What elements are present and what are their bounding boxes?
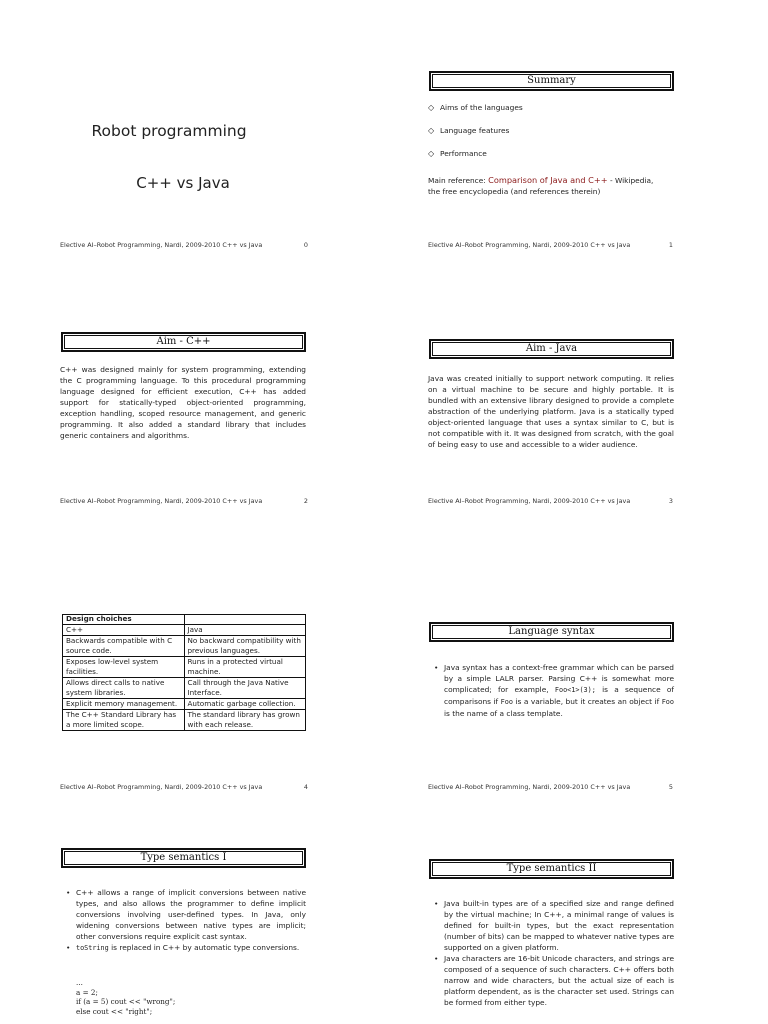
slide-1 bbox=[384, 0, 768, 256]
slide-body: Java was created initially to support network computing. It relies on a virtual machine to be secure and highly portable. It is bundled with an extensive library designed to provide a complete abstraction of the underlying platform. Java is a statically typed object-oriented language that uses a syntax similar to C, but is not compatible with it. It was designed from scratch, with the goal of being easy to use and accessible to a wider audience. bbox=[428, 374, 674, 449]
table-row bbox=[63, 699, 306, 710]
slide-footer bbox=[60, 497, 308, 505]
slide-title: Type semantics II bbox=[506, 863, 597, 874]
table-cell: Runs in a protected virtual machine. bbox=[184, 657, 306, 678]
slide-number: 2 bbox=[303, 497, 308, 505]
slide-2 bbox=[0, 256, 384, 512]
slide-title: Aim - C++ bbox=[156, 336, 211, 347]
diamond-bullet-icon: ◇ bbox=[428, 149, 435, 158]
slide-5 bbox=[384, 512, 768, 791]
list-item: ◇ Performance bbox=[428, 149, 487, 158]
slide-7 bbox=[384, 768, 768, 1024]
slide-title-box bbox=[429, 339, 674, 359]
slide-title-box bbox=[61, 332, 306, 352]
slide-subtitle: C++ vs Java bbox=[136, 174, 230, 192]
main-reference: Main reference: Comparison of Java and C++ - Wikipedia, the free encyclopedia (and references therein) bbox=[428, 175, 654, 196]
slide-footer bbox=[428, 241, 673, 249]
table-cell: Automatic garbage collection. bbox=[184, 699, 306, 710]
slide-number: 3 bbox=[668, 497, 673, 505]
slide-title: Aim - Java bbox=[525, 343, 578, 354]
slide-title-box bbox=[61, 848, 306, 868]
slide-title: Language syntax bbox=[508, 626, 595, 637]
table-cell: Backwards compatible with C source code. bbox=[63, 636, 185, 657]
footer-text: Elective AI–Robot Programming, Nardi, 2009-2010 C++ vs Java bbox=[428, 497, 631, 505]
table-row bbox=[63, 710, 306, 731]
table-cell: No backward compatibility with previous languages. bbox=[184, 636, 306, 657]
list-item: ◇ Language features bbox=[428, 126, 510, 135]
list-item: ◇ Aims of the languages bbox=[428, 103, 523, 112]
slide-number: 0 bbox=[303, 241, 308, 249]
list-item: • toString is replaced in C++ by automatic type conversions. bbox=[66, 942, 306, 954]
table-row bbox=[63, 657, 306, 678]
slide-3 bbox=[384, 256, 768, 512]
table-cell: The C++ Standard Library has a more limited scope. bbox=[63, 710, 185, 731]
table-cell: C++ bbox=[63, 625, 185, 636]
reference-link[interactable]: Comparison of Java and C++ bbox=[488, 175, 608, 185]
table-cell: Java bbox=[184, 625, 306, 636]
slide-0 bbox=[0, 0, 384, 256]
footer-text: Elective AI–Robot Programming, Nardi, 2009-2010 C++ vs Java bbox=[428, 241, 631, 249]
bullet-list bbox=[434, 898, 674, 1008]
slide-number: 1 bbox=[668, 241, 673, 249]
footer-text: Elective AI–Robot Programming, Nardi, 2009-2010 C++ vs Java bbox=[428, 783, 631, 791]
footer-text: Elective AI–Robot Programming, Nardi, 2009-2010 C++ vs Java bbox=[60, 241, 263, 249]
slide-6 bbox=[0, 768, 384, 1024]
bullet-list bbox=[66, 887, 306, 954]
table-row bbox=[63, 625, 306, 636]
slide-number: 4 bbox=[303, 783, 308, 791]
summary-list bbox=[428, 102, 523, 171]
table-cell: The standard library has grown with each release. bbox=[184, 710, 306, 731]
code-block: ... a = 2; if (a = 5) cout << "wrong"; else cout << "right"; bbox=[76, 978, 176, 1016]
table-row bbox=[63, 615, 306, 625]
slide-footer bbox=[428, 497, 673, 505]
table-row bbox=[63, 636, 306, 657]
slide-title: Summary bbox=[527, 75, 576, 86]
slide-number: 5 bbox=[668, 783, 673, 791]
list-item: • C++ allows a range of implicit conversions between native types, and also allows the programmer to define implicit conversions involving user-defined types. In Java, only widening conversions between native types are implicit; other conversions require explicit cast syntax. bbox=[66, 887, 306, 942]
diamond-bullet-icon: ◇ bbox=[428, 126, 435, 135]
table-cell: Call through the Java Native Interface. bbox=[184, 678, 306, 699]
table-row bbox=[63, 678, 306, 699]
slide-title-box bbox=[429, 71, 674, 91]
slide-4 bbox=[0, 512, 384, 791]
list-item: • Java built-in types are of a specified size and range defined by the virtual machine; In C++, a minimal range of values is defined for built-in types, but the exact representation (number of bits) can be mapped to whatever native types are supported on a given platform. bbox=[434, 898, 674, 953]
footer-text: Elective AI–Robot Programming, Nardi, 2009-2010 C++ vs Java bbox=[60, 497, 263, 505]
table-cell: Explicit memory management. bbox=[63, 699, 185, 710]
table-cell: Design choiches bbox=[63, 615, 185, 625]
table-cell bbox=[184, 615, 306, 625]
slide-title-box bbox=[429, 622, 674, 642]
list-item: • Java characters are 16-bit Unicode characters, and strings are composed of a sequence of such characters. C++ offers both narrow and wide characters, but the actual size of each is platform dependent, as is the character set used. Strings can be formed from either type. bbox=[434, 953, 674, 1008]
table-cell: Exposes low-level system facilities. bbox=[63, 657, 185, 678]
list-item: • Java syntax has a context-free grammar which can be parsed by a simple LALR parser. Parsing C++ is somewhat more complicated; for example, Foo<1>(3); is a sequence of comparisons if Foo is a variable, but it creates an object if Foo is the name of a class template. bbox=[434, 662, 674, 719]
table-cell: Allows direct calls to native system libraries. bbox=[63, 678, 185, 699]
slide-title: Type semantics I bbox=[140, 852, 227, 863]
bullet-list bbox=[434, 662, 674, 719]
slide-title-box bbox=[429, 859, 674, 879]
slide-title: Robot programming bbox=[91, 122, 247, 140]
slide-footer bbox=[60, 241, 308, 249]
design-choices-table bbox=[62, 614, 306, 731]
diamond-bullet-icon: ◇ bbox=[428, 103, 435, 112]
slide-body: C++ was designed mainly for system programming, extending the C programming language. To this procedural programming language designed for efficient execution, C++ has added support for statically-typed object-oriented programming, exception handling, scoped resource management, and generic programming. It also added a standard library that includes generic containers and algorithms. bbox=[60, 365, 306, 440]
footer-text: Elective AI–Robot Programming, Nardi, 2009-2010 C++ vs Java bbox=[60, 783, 263, 791]
